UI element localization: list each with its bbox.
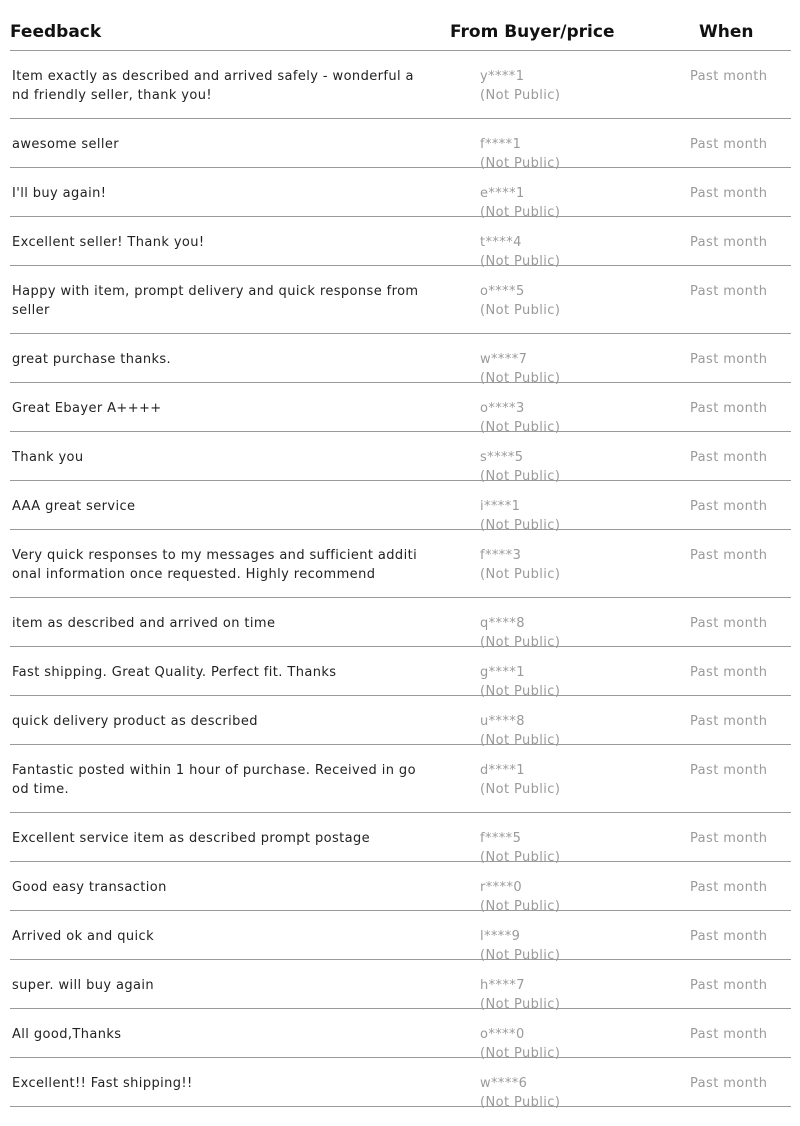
table-row <box>10 862 791 914</box>
buyer-privacy-note: (Not Public) <box>480 420 561 435</box>
feedback-comment: great purchase thanks. <box>12 352 172 367</box>
header-feedback: Feedback <box>10 22 102 42</box>
table-row <box>10 960 791 1012</box>
buyer-id: w****6 <box>480 1076 528 1091</box>
feedback-when: Past month <box>690 831 768 846</box>
buyer-cell <box>480 67 560 105</box>
table-row <box>10 481 791 533</box>
table-row <box>10 168 791 220</box>
table-row <box>10 647 791 699</box>
buyer-id: t****4 <box>480 235 522 250</box>
table-row <box>10 745 791 813</box>
feedback-when: Past month <box>690 616 768 631</box>
table-row <box>10 266 791 334</box>
feedback-comment: Good easy transaction <box>12 880 167 895</box>
feedback-when: Past month <box>690 137 768 152</box>
buyer-cell <box>480 1074 560 1112</box>
buyer-privacy-note: (Not Public) <box>480 469 561 484</box>
buyer-cell <box>480 282 560 320</box>
feedback-comment: Very quick responses to my messages and sufficient additional information once requested. Highly recommend <box>12 548 418 582</box>
feedback-when: Past month <box>690 1076 768 1091</box>
table-row <box>10 119 791 171</box>
header-when: When <box>699 22 754 42</box>
buyer-privacy-note: (Not Public) <box>480 733 561 748</box>
buyer-privacy-note: (Not Public) <box>480 156 561 171</box>
table-row <box>10 334 791 386</box>
feedback-comment: Item exactly as described and arrived safely - wonderful and friendly seller, thank you! <box>12 69 414 103</box>
feedback-comment: All good,Thanks <box>12 1027 122 1042</box>
buyer-id: o****3 <box>480 401 525 416</box>
feedback-table <box>10 0 791 1110</box>
feedback-when: Past month <box>690 548 768 563</box>
feedback-comment: quick delivery product as described <box>12 714 258 729</box>
feedback-when: Past month <box>690 978 768 993</box>
buyer-id: y****1 <box>480 69 525 84</box>
feedback-when: Past month <box>690 880 768 895</box>
buyer-id: o****0 <box>480 1027 525 1042</box>
feedback-comment: super. will buy again <box>12 978 155 993</box>
buyer-id: d****1 <box>480 763 525 778</box>
feedback-when: Past month <box>690 401 768 416</box>
table-row <box>10 1009 791 1061</box>
table-row <box>10 696 791 748</box>
feedback-when: Past month <box>690 450 768 465</box>
buyer-privacy-note: (Not Public) <box>480 205 561 220</box>
feedback-comment: item as described and arrived on time <box>12 616 276 631</box>
buyer-id: w****7 <box>480 352 528 367</box>
buyer-privacy-note: (Not Public) <box>480 850 561 865</box>
buyer-cell <box>480 546 560 584</box>
buyer-privacy-note: (Not Public) <box>480 254 561 269</box>
table-row <box>10 598 791 650</box>
table-row <box>10 813 791 865</box>
feedback-rows <box>10 51 791 1110</box>
buyer-id: f****5 <box>480 831 522 846</box>
feedback-comment: Thank you <box>12 450 84 465</box>
table-row <box>10 217 791 269</box>
feedback-comment: Happy with item, prompt delivery and quick response from seller <box>12 284 419 318</box>
feedback-when: Past month <box>690 352 768 367</box>
feedback-comment: Fantastic posted within 1 hour of purchase. Received in good time. <box>12 763 416 797</box>
buyer-id: q****8 <box>480 616 525 631</box>
buyer-privacy-note: (Not Public) <box>480 518 561 533</box>
feedback-comment: AAA great service <box>12 499 136 514</box>
buyer-id: f****1 <box>480 137 522 152</box>
feedback-comment: I'll buy again! <box>12 186 107 201</box>
table-row <box>10 51 791 119</box>
table-row <box>10 432 791 484</box>
feedback-when: Past month <box>690 714 768 729</box>
buyer-privacy-note: (Not Public) <box>480 88 561 103</box>
feedback-comment: Excellent service item as described prompt postage <box>12 831 371 846</box>
buyer-privacy-note: (Not Public) <box>480 997 561 1012</box>
table-row <box>10 383 791 435</box>
table-header <box>10 0 791 51</box>
buyer-privacy-note: (Not Public) <box>480 684 561 699</box>
buyer-privacy-note: (Not Public) <box>480 1095 561 1110</box>
table-row <box>10 1058 791 1110</box>
feedback-when: Past month <box>690 235 768 250</box>
buyer-id: f****3 <box>480 548 522 563</box>
feedback-when: Past month <box>690 665 768 680</box>
feedback-comment: Arrived ok and quick <box>12 929 155 944</box>
buyer-privacy-note: (Not Public) <box>480 371 561 386</box>
buyer-privacy-note: (Not Public) <box>480 635 561 650</box>
buyer-cell <box>480 761 560 799</box>
header-from-buyer-price: From Buyer/price <box>450 22 615 42</box>
feedback-comment: awesome seller <box>12 137 120 152</box>
buyer-privacy-note: (Not Public) <box>480 1046 561 1061</box>
buyer-id: e****1 <box>480 186 525 201</box>
buyer-privacy-note: (Not Public) <box>480 567 561 582</box>
feedback-comment: Excellent!! Fast shipping!! <box>12 1076 193 1091</box>
feedback-comment: Excellent seller! Thank you! <box>12 235 205 250</box>
buyer-id: o****5 <box>480 284 525 299</box>
buyer-id: r****0 <box>480 880 523 895</box>
buyer-privacy-note: (Not Public) <box>480 948 561 963</box>
feedback-when: Past month <box>690 284 768 299</box>
feedback-when: Past month <box>690 1027 768 1042</box>
table-row <box>10 530 791 598</box>
feedback-when: Past month <box>690 763 768 778</box>
buyer-privacy-note: (Not Public) <box>480 782 561 797</box>
feedback-comment: Great Ebayer A++++ <box>12 401 162 416</box>
table-row <box>10 911 791 963</box>
feedback-when: Past month <box>690 499 768 514</box>
buyer-privacy-note: (Not Public) <box>480 303 561 318</box>
buyer-id: l****9 <box>480 929 521 944</box>
buyer-privacy-note: (Not Public) <box>480 899 561 914</box>
feedback-comment: Fast shipping. Great Quality. Perfect fit. Thanks <box>12 665 337 680</box>
buyer-id: g****1 <box>480 665 525 680</box>
buyer-id: h****7 <box>480 978 525 993</box>
buyer-id: s****5 <box>480 450 524 465</box>
feedback-when: Past month <box>690 69 768 84</box>
buyer-id: u****8 <box>480 714 525 729</box>
buyer-id: i****1 <box>480 499 521 514</box>
feedback-when: Past month <box>690 929 768 944</box>
feedback-when: Past month <box>690 186 768 201</box>
